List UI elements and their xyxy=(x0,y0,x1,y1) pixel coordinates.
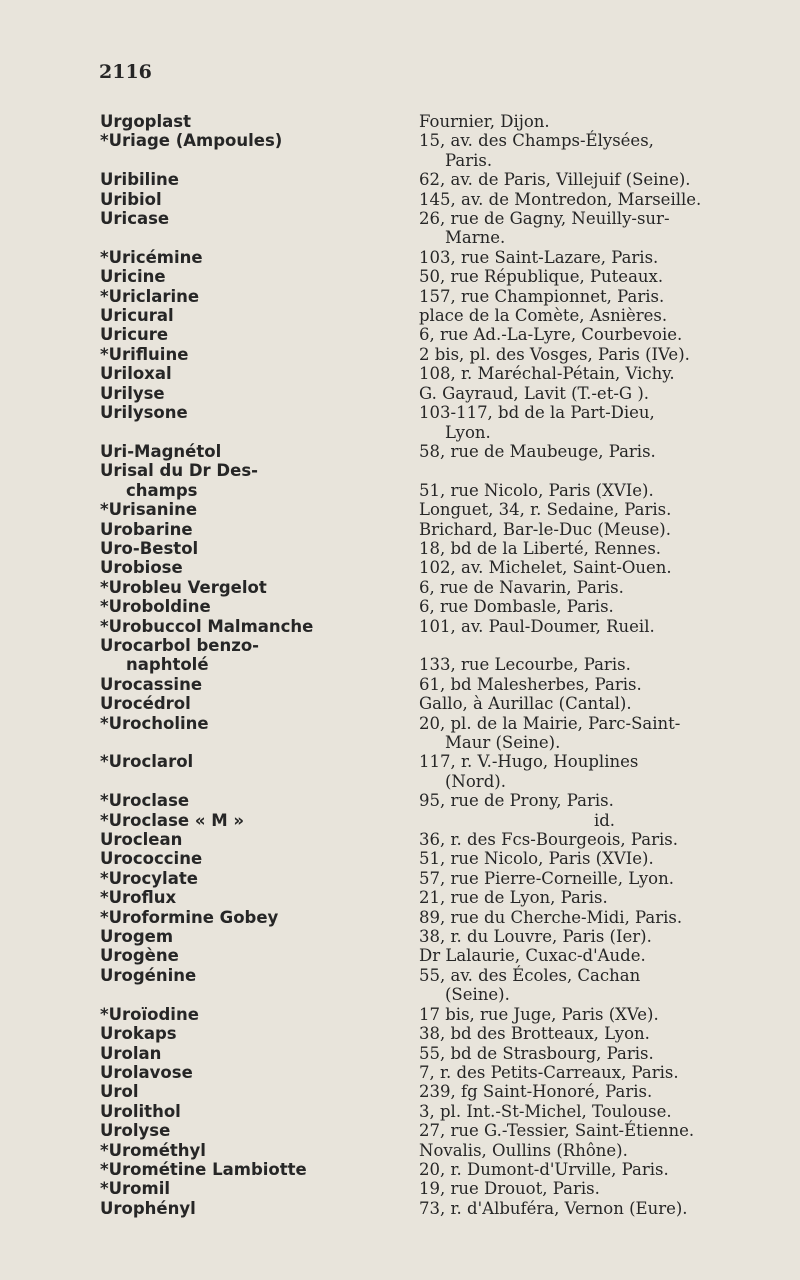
entry-product-name xyxy=(100,946,419,965)
address-line: 103-117, bd de la Part-Dieu, xyxy=(419,403,655,423)
entry-address xyxy=(419,209,790,248)
address-line: 55, bd de Strasbourg, Paris. xyxy=(419,1043,654,1063)
directory-entry xyxy=(100,830,790,849)
product-name-line: Uribiol xyxy=(100,189,162,209)
directory-entry xyxy=(100,1024,790,1043)
address-line: 58, rue de Maubeuge, Paris. xyxy=(419,441,656,461)
directory-entry xyxy=(100,791,790,810)
entry-address xyxy=(419,1024,790,1043)
product-name-continuation: naphtolé xyxy=(126,655,209,675)
directory-entry xyxy=(100,869,790,888)
entry-address xyxy=(419,752,790,791)
entry-product-name xyxy=(100,306,419,325)
product-name-line: *Uroclarol xyxy=(100,752,194,772)
address-line: 3, pl. Int.-St-Michel, Toulouse. xyxy=(419,1101,672,1121)
address-line: 18, bd de la Liberté, Rennes. xyxy=(419,538,662,558)
product-name-line: Uro-Bestol xyxy=(100,538,199,558)
entry-address xyxy=(419,461,790,500)
entry-address xyxy=(419,325,790,344)
address-line: 102, av. Michelet, Saint-Ouen. xyxy=(419,558,672,578)
product-name-line: Uricine xyxy=(100,267,166,287)
entry-product-name xyxy=(100,520,419,539)
address-line: 27, rue G.-Tessier, Saint-Étienne. xyxy=(419,1121,695,1141)
directory-entry xyxy=(100,1044,790,1063)
address-line xyxy=(419,636,790,655)
product-name-line: Uricase xyxy=(100,209,170,229)
product-name-line: Urogène xyxy=(100,946,179,966)
entry-address xyxy=(419,908,790,927)
address-line: Dr Lalaurie, Cuxac-d'Aude. xyxy=(419,946,646,966)
product-name-line: *Urifluine xyxy=(100,344,189,364)
page-number: 2116 xyxy=(99,61,152,83)
address-line: 117, r. V.-Hugo, Houplines xyxy=(419,752,639,772)
entry-address xyxy=(419,811,790,830)
entry-address xyxy=(419,791,790,810)
product-name-line: Urokaps xyxy=(100,1024,177,1044)
entry-address xyxy=(419,1160,790,1179)
product-name-line: *Urocholine xyxy=(100,713,209,733)
entry-product-name xyxy=(100,908,419,927)
product-name-line: Urisal du Dr Des- xyxy=(100,461,258,481)
entry-product-name xyxy=(100,364,419,383)
entry-product-name xyxy=(100,1024,419,1043)
product-name-line: Urobiose xyxy=(100,558,183,578)
product-name-line: Urobarine xyxy=(100,519,193,539)
product-name-line: Urolithol xyxy=(100,1101,181,1121)
entry-product-name xyxy=(100,209,419,228)
entry-product-name xyxy=(100,636,419,675)
product-name-line: *Uroïodine xyxy=(100,1004,199,1024)
entry-product-name xyxy=(100,597,419,616)
entry-address xyxy=(419,442,790,461)
product-name-line: Uricural xyxy=(100,306,174,326)
entry-address xyxy=(419,170,790,189)
entry-product-name xyxy=(100,1179,419,1198)
entry-address xyxy=(419,1044,790,1063)
address-line: place de la Comète, Asnières. xyxy=(419,306,668,326)
address-continuation: Maur (Seine). xyxy=(445,733,561,752)
directory-entry xyxy=(100,1082,790,1101)
entry-product-name xyxy=(100,752,419,771)
directory-entry xyxy=(100,306,790,325)
directory-entry xyxy=(100,364,790,383)
entry-address xyxy=(419,1005,790,1024)
directory-entry xyxy=(100,636,790,675)
entry-product-name xyxy=(100,578,419,597)
entry-product-name xyxy=(100,966,419,985)
address-line: 51, rue Nicolo, Paris (XVIe). xyxy=(419,849,654,869)
directory-entry xyxy=(100,170,790,189)
entry-product-name xyxy=(100,131,419,150)
address-continuation: (Nord). xyxy=(445,771,506,791)
entry-product-name xyxy=(100,1199,419,1218)
entry-address xyxy=(419,714,790,753)
directory-entry xyxy=(100,209,790,248)
entry-address xyxy=(419,403,790,442)
product-name-line: *Uriclarine xyxy=(100,286,200,306)
directory-entry xyxy=(100,714,790,753)
address-line: 61, bd Malesherbes, Paris. xyxy=(419,674,642,694)
directory-entry xyxy=(100,461,790,500)
directory-entry xyxy=(100,345,790,364)
entry-product-name xyxy=(100,927,419,946)
product-name-line: Urilyse xyxy=(100,383,165,403)
product-name-line: *Uroflux xyxy=(100,888,177,908)
directory-entry xyxy=(100,131,790,170)
directory-entry xyxy=(100,520,790,539)
directory-entry xyxy=(100,500,790,519)
address-line: 157, rue Championnet, Paris. xyxy=(419,286,665,306)
entry-address xyxy=(419,364,790,383)
directory-entry xyxy=(100,578,790,597)
entry-address xyxy=(419,966,790,1005)
product-name-line: *Uricémine xyxy=(100,247,203,267)
product-name-line: Urilysone xyxy=(100,403,188,423)
directory-entry xyxy=(100,539,790,558)
address-line: 38, bd des Brotteaux, Lyon. xyxy=(419,1024,650,1044)
product-name-line: *Urocylate xyxy=(100,868,198,888)
entry-product-name xyxy=(100,1160,419,1179)
address-line: 95, rue de Prony, Paris. xyxy=(419,791,614,811)
entry-address xyxy=(419,636,790,675)
product-name-line: *Uriage (Ampoules) xyxy=(100,131,283,151)
product-name-line: Urgoplast xyxy=(100,112,191,131)
entry-product-name xyxy=(100,617,419,636)
address-line: 15, av. des Champs-Élysées, xyxy=(419,131,654,151)
entry-address xyxy=(419,675,790,694)
address-line: 20, r. Dumont-d'Urville, Paris. xyxy=(419,1159,669,1179)
entry-product-name xyxy=(100,345,419,364)
entry-product-name xyxy=(100,830,419,849)
directory-entry xyxy=(100,908,790,927)
entry-product-name xyxy=(100,888,419,907)
product-name-line: *Uroclase xyxy=(100,791,190,811)
entry-address xyxy=(419,520,790,539)
product-name-line: *Urométine Lambiotte xyxy=(100,1159,307,1179)
entry-product-name xyxy=(100,190,419,209)
entry-product-name xyxy=(100,403,419,422)
address-line: 103, rue Saint-Lazare, Paris. xyxy=(419,247,659,267)
product-name-line: Urocédrol xyxy=(100,694,191,714)
entry-product-name xyxy=(100,1102,419,1121)
product-name-line: Uriloxal xyxy=(100,364,172,384)
address-line: 101, av. Paul-Doumer, Rueil. xyxy=(419,616,655,636)
entry-product-name xyxy=(100,675,419,694)
entry-address xyxy=(419,248,790,267)
entry-address xyxy=(419,888,790,907)
product-name-line: Urolavose xyxy=(100,1062,193,1082)
address-line: 6, rue Dombasle, Paris. xyxy=(419,597,614,617)
directory-entry xyxy=(100,1005,790,1024)
entry-product-name xyxy=(100,714,419,733)
directory-entry xyxy=(100,597,790,616)
product-name-line: Urolyse xyxy=(100,1121,171,1141)
entry-product-name xyxy=(100,248,419,267)
entry-product-name xyxy=(100,558,419,577)
product-name-continuation: champs xyxy=(126,480,198,500)
directory-entry xyxy=(100,752,790,791)
entry-address xyxy=(419,267,790,286)
entry-address xyxy=(419,1082,790,1101)
directory-entry xyxy=(100,248,790,267)
entry-product-name xyxy=(100,384,419,403)
entry-address xyxy=(419,1179,790,1198)
directory-entry xyxy=(100,1160,790,1179)
address-line xyxy=(419,461,790,480)
address-line: 57, rue Pierre-Corneille, Lyon. xyxy=(419,868,674,888)
address-line: 6, rue de Navarin, Paris. xyxy=(419,577,624,597)
entry-address xyxy=(419,1121,790,1140)
address-continuation: Marne. xyxy=(445,228,506,248)
address-line: 19, rue Drouot, Paris. xyxy=(419,1179,600,1199)
entry-product-name xyxy=(100,1063,419,1082)
entry-address xyxy=(419,869,790,888)
directory-entry xyxy=(100,617,790,636)
directory-entry xyxy=(100,811,790,830)
entry-product-name xyxy=(100,325,419,344)
product-name-line: *Urobuccol Malmanche xyxy=(100,616,314,636)
address-line: 38, r. du Louvre, Paris (Ier). xyxy=(419,927,652,947)
entry-product-name xyxy=(100,461,419,500)
entry-address xyxy=(419,384,790,403)
product-name-line: Urogénine xyxy=(100,965,197,985)
address-line: 20, pl. de la Mairie, Parc-Saint- xyxy=(419,713,681,733)
entry-product-name xyxy=(100,811,419,830)
directory-entry xyxy=(100,1141,790,1160)
product-name-line: *Uroboldine xyxy=(100,597,211,617)
product-name-line: Urocarbol benzo- xyxy=(100,635,260,655)
entry-address xyxy=(419,1199,790,1218)
directory-entry xyxy=(100,112,790,131)
entry-product-name xyxy=(100,1121,419,1140)
product-name-line: Urocassine xyxy=(100,674,203,694)
entry-address xyxy=(419,345,790,364)
entry-address xyxy=(419,578,790,597)
address-line: 239, fg Saint-Honoré, Paris. xyxy=(419,1082,653,1102)
directory-entry xyxy=(100,966,790,1005)
entry-address xyxy=(419,849,790,868)
product-name-line: *Urobleu Vergelot xyxy=(100,577,267,597)
directory-entry xyxy=(100,888,790,907)
entry-address xyxy=(419,131,790,170)
address-line: 21, rue de Lyon, Paris. xyxy=(419,888,608,908)
product-name-line: Urogem xyxy=(100,927,174,947)
entry-address xyxy=(419,539,790,558)
entry-product-name xyxy=(100,1141,419,1160)
address-line: 36, r. des Fcs-Bourgeois, Paris. xyxy=(419,830,678,850)
entry-address xyxy=(419,830,790,849)
directory-entry xyxy=(100,403,790,442)
address-line: Fournier, Dijon. xyxy=(419,112,550,131)
address-line: 17 bis, rue Juge, Paris (XVe). xyxy=(419,1004,659,1024)
address-line: 108, r. Maréchal-Pétain, Vichy. xyxy=(419,364,675,384)
address-line: 7, r. des Petits-Carreaux, Paris. xyxy=(419,1062,679,1082)
directory-entry xyxy=(100,1199,790,1218)
product-name-line: Uri-Magnétol xyxy=(100,441,222,461)
directory-entry xyxy=(100,325,790,344)
product-name-line: *Urisanine xyxy=(100,500,198,520)
address-line: Novalis, Oullins (Rhône). xyxy=(419,1140,628,1160)
product-name-line: Urococcine xyxy=(100,849,203,869)
address-line: 145, av. de Montredon, Marseille. xyxy=(419,189,702,209)
address-continuation: Paris. xyxy=(445,150,493,170)
product-name-line: Uricure xyxy=(100,325,169,345)
entry-product-name xyxy=(100,791,419,810)
address-continuation: Lyon. xyxy=(445,422,491,442)
address-line: Brichard, Bar-le-Duc (Meuse). xyxy=(419,519,671,539)
address-line: 89, rue du Cherche-Midi, Paris. xyxy=(419,907,683,927)
product-name-line: *Urométhyl xyxy=(100,1140,206,1160)
entry-product-name xyxy=(100,1044,419,1063)
directory-entry xyxy=(100,1121,790,1140)
entry-product-name xyxy=(100,442,419,461)
directory-entry xyxy=(100,1179,790,1198)
entry-product-name xyxy=(100,287,419,306)
entry-address xyxy=(419,694,790,713)
entry-product-name xyxy=(100,1005,419,1024)
entry-product-name xyxy=(100,694,419,713)
entry-product-name xyxy=(100,539,419,558)
product-name-line: Urol xyxy=(100,1082,139,1102)
directory-entry xyxy=(100,267,790,286)
address-line: 2 bis, pl. des Vosges, Paris (IVe). xyxy=(419,344,690,364)
entry-product-name xyxy=(100,869,419,888)
directory-entries xyxy=(100,112,790,1218)
entry-product-name xyxy=(100,112,419,131)
product-name-line: *Uromil xyxy=(100,1179,171,1199)
address-continuation: 51, rue Nicolo, Paris (XVIe). xyxy=(419,480,654,500)
entry-address xyxy=(419,597,790,616)
entry-address xyxy=(419,946,790,965)
product-name-line: Urolan xyxy=(100,1043,162,1063)
entry-address xyxy=(419,1063,790,1082)
entry-product-name xyxy=(100,267,419,286)
directory-entry xyxy=(100,927,790,946)
address-line: id. xyxy=(593,810,616,830)
entry-address xyxy=(419,190,790,209)
directory-entry xyxy=(100,946,790,965)
address-line: Longuet, 34, r. Sedaine, Paris. xyxy=(419,500,672,520)
entry-product-name xyxy=(100,849,419,868)
product-name-line: *Uroclase « M » xyxy=(100,810,245,830)
address-line: 73, r. d'Albuféra, Vernon (Eure). xyxy=(419,1198,688,1218)
directory-entry xyxy=(100,694,790,713)
directory-entry xyxy=(100,1102,790,1121)
entry-product-name xyxy=(100,170,419,189)
entry-address xyxy=(419,500,790,519)
directory-entry xyxy=(100,442,790,461)
address-line: 62, av. de Paris, Villejuif (Seine). xyxy=(419,170,691,190)
directory-entry xyxy=(100,384,790,403)
directory-entry xyxy=(100,1063,790,1082)
entry-address xyxy=(419,1102,790,1121)
address-continuation: 133, rue Lecourbe, Paris. xyxy=(419,655,631,675)
entry-address xyxy=(419,112,790,131)
address-line: 50, rue République, Puteaux. xyxy=(419,267,664,287)
entry-address xyxy=(419,617,790,636)
address-line: 26, rue de Gagny, Neuilly-sur- xyxy=(419,209,670,229)
directory-entry xyxy=(100,849,790,868)
address-line: 6, rue Ad.-La-Lyre, Courbevoie. xyxy=(419,325,683,345)
address-line: Gallo, à Aurillac (Cantal). xyxy=(419,694,632,714)
product-name-line: Uroclean xyxy=(100,830,183,850)
entry-product-name xyxy=(100,500,419,519)
directory-entry xyxy=(100,287,790,306)
directory-entry xyxy=(100,558,790,577)
product-name-line: Urophényl xyxy=(100,1198,196,1218)
entry-address xyxy=(419,1141,790,1160)
address-continuation: (Seine). xyxy=(445,985,510,1005)
entry-product-name xyxy=(100,1082,419,1101)
entry-address xyxy=(419,287,790,306)
product-name-line: *Uroformine Gobey xyxy=(100,907,279,927)
entry-address xyxy=(419,306,790,325)
product-name-line: Uribiline xyxy=(100,170,179,190)
entry-address xyxy=(419,927,790,946)
entry-address xyxy=(419,558,790,577)
address-line: G. Gayraud, Lavit (T.-et-G ). xyxy=(419,383,650,403)
directory-entry xyxy=(100,190,790,209)
directory-entry xyxy=(100,675,790,694)
address-line: 55, av. des Écoles, Cachan xyxy=(419,965,641,985)
